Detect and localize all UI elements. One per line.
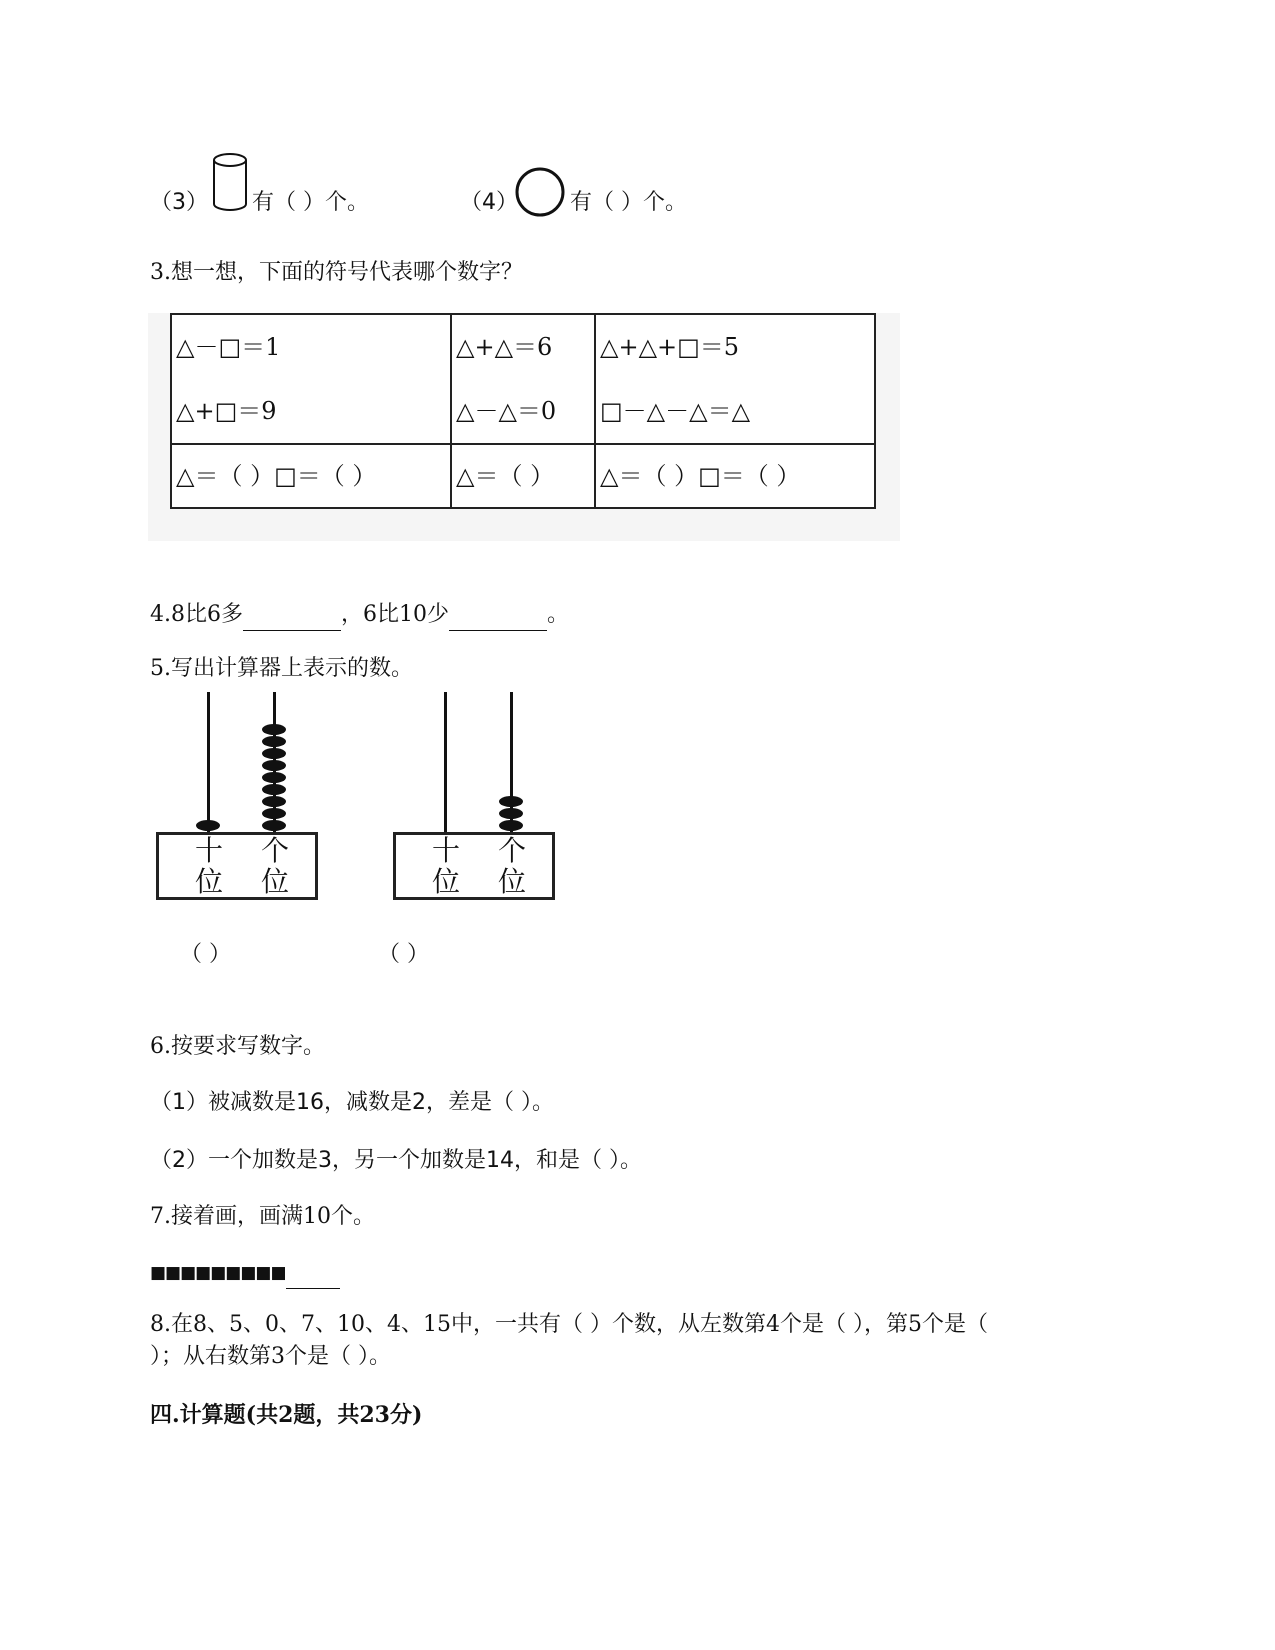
q8-line2: ）；从右数第3个是（ ）。	[150, 1344, 391, 1369]
symbol-table	[170, 313, 876, 509]
table-cell-col1-equations	[171, 314, 451, 444]
ones-bead	[262, 736, 286, 747]
abacus-2-answer: （ ）	[378, 942, 429, 967]
equation: △+△+□＝5	[600, 333, 740, 361]
q8-line1: 8.在8、5、0、7、10、4、15中，一共有（ ）个数，从左数第4个是（ ），第5个是（	[150, 1312, 988, 1337]
circle-icon	[514, 166, 566, 218]
tens-bead	[196, 820, 220, 831]
cylinder-icon	[210, 152, 250, 214]
ones-label-bottom: 位	[497, 865, 526, 898]
q2-item4-text: 有（ ）个。	[570, 190, 687, 215]
q2-item4-number: （4）	[460, 190, 518, 215]
abacus-1-answer: （ ）	[180, 942, 231, 967]
ones-bead	[262, 808, 286, 819]
q6-item1: （1）被减数是16，减数是2，差是（ ）。	[150, 1090, 554, 1115]
equation: △－△＝0	[456, 397, 557, 425]
ones-bead	[499, 820, 523, 831]
q3-prompt: 3.想一想，下面的符号代表哪个数字？	[150, 260, 523, 285]
ones-label-top: 个	[260, 834, 289, 867]
q4-part1: 4.8比6多	[150, 602, 243, 627]
q2-item3-text: 有（ ）个。	[252, 190, 369, 215]
equation: △+△＝6	[456, 333, 553, 361]
q4-part2: ，6比10少	[341, 602, 449, 627]
answer-cell-col2: △＝（ ）	[451, 444, 595, 508]
tens-label-bottom: 位	[431, 865, 460, 898]
ones-bead	[499, 796, 523, 807]
ones-bead	[499, 808, 523, 819]
tens-label-top: 十	[431, 834, 460, 867]
answer-cell-col3: △＝（ ）□＝（ ）	[595, 444, 875, 508]
q6-prompt: 6.按要求写数字。	[150, 1034, 325, 1059]
ones-bead	[262, 724, 286, 735]
abacus-1	[156, 692, 318, 902]
equation: □－△－△＝△	[600, 397, 751, 425]
ones-label-bottom: 位	[260, 865, 289, 898]
ones-bead	[262, 820, 286, 831]
q7-prompt: 7.接着画，画满10个。	[150, 1204, 375, 1229]
ones-label-top: 个	[497, 834, 526, 867]
table-cell-col2-equations	[451, 314, 595, 444]
q7-squares-row	[150, 1258, 340, 1289]
place-value-box	[393, 832, 555, 900]
table-cell-col3-equations	[595, 314, 875, 444]
q4-sentence	[150, 600, 569, 631]
q5-prompt: 5.写出计算器上表示的数。	[150, 656, 413, 681]
abacus-2	[393, 692, 555, 902]
filled-squares: ■■■■■■■■■	[150, 1263, 286, 1283]
answer-blank[interactable]	[286, 1258, 340, 1289]
equation: △－□＝1	[176, 333, 281, 361]
ones-bead	[262, 760, 286, 771]
symbol-table-panel	[148, 313, 900, 541]
ones-bead	[262, 796, 286, 807]
ones-bead	[262, 772, 286, 783]
q6-item2: （2）一个加数是3，另一个加数是14，和是（ ）。	[150, 1148, 642, 1173]
ones-bead	[262, 748, 286, 759]
equation: △+□＝9	[176, 397, 277, 425]
place-value-box	[156, 832, 318, 900]
tens-label-bottom: 位	[194, 865, 223, 898]
ones-bead	[262, 784, 286, 795]
section-heading: 四.计算题(共2题，共23分)	[150, 1402, 423, 1428]
tens-rod	[444, 692, 447, 832]
tens-rod	[207, 692, 210, 832]
answer-blank[interactable]	[449, 600, 547, 631]
tens-label-top: 十	[194, 834, 223, 867]
answer-blank[interactable]	[243, 600, 341, 631]
q4-end: 。	[547, 602, 570, 627]
q2-item3-number: （3）	[150, 190, 208, 215]
answer-cell-col1: △＝（ ）□＝（ ）	[171, 444, 451, 508]
